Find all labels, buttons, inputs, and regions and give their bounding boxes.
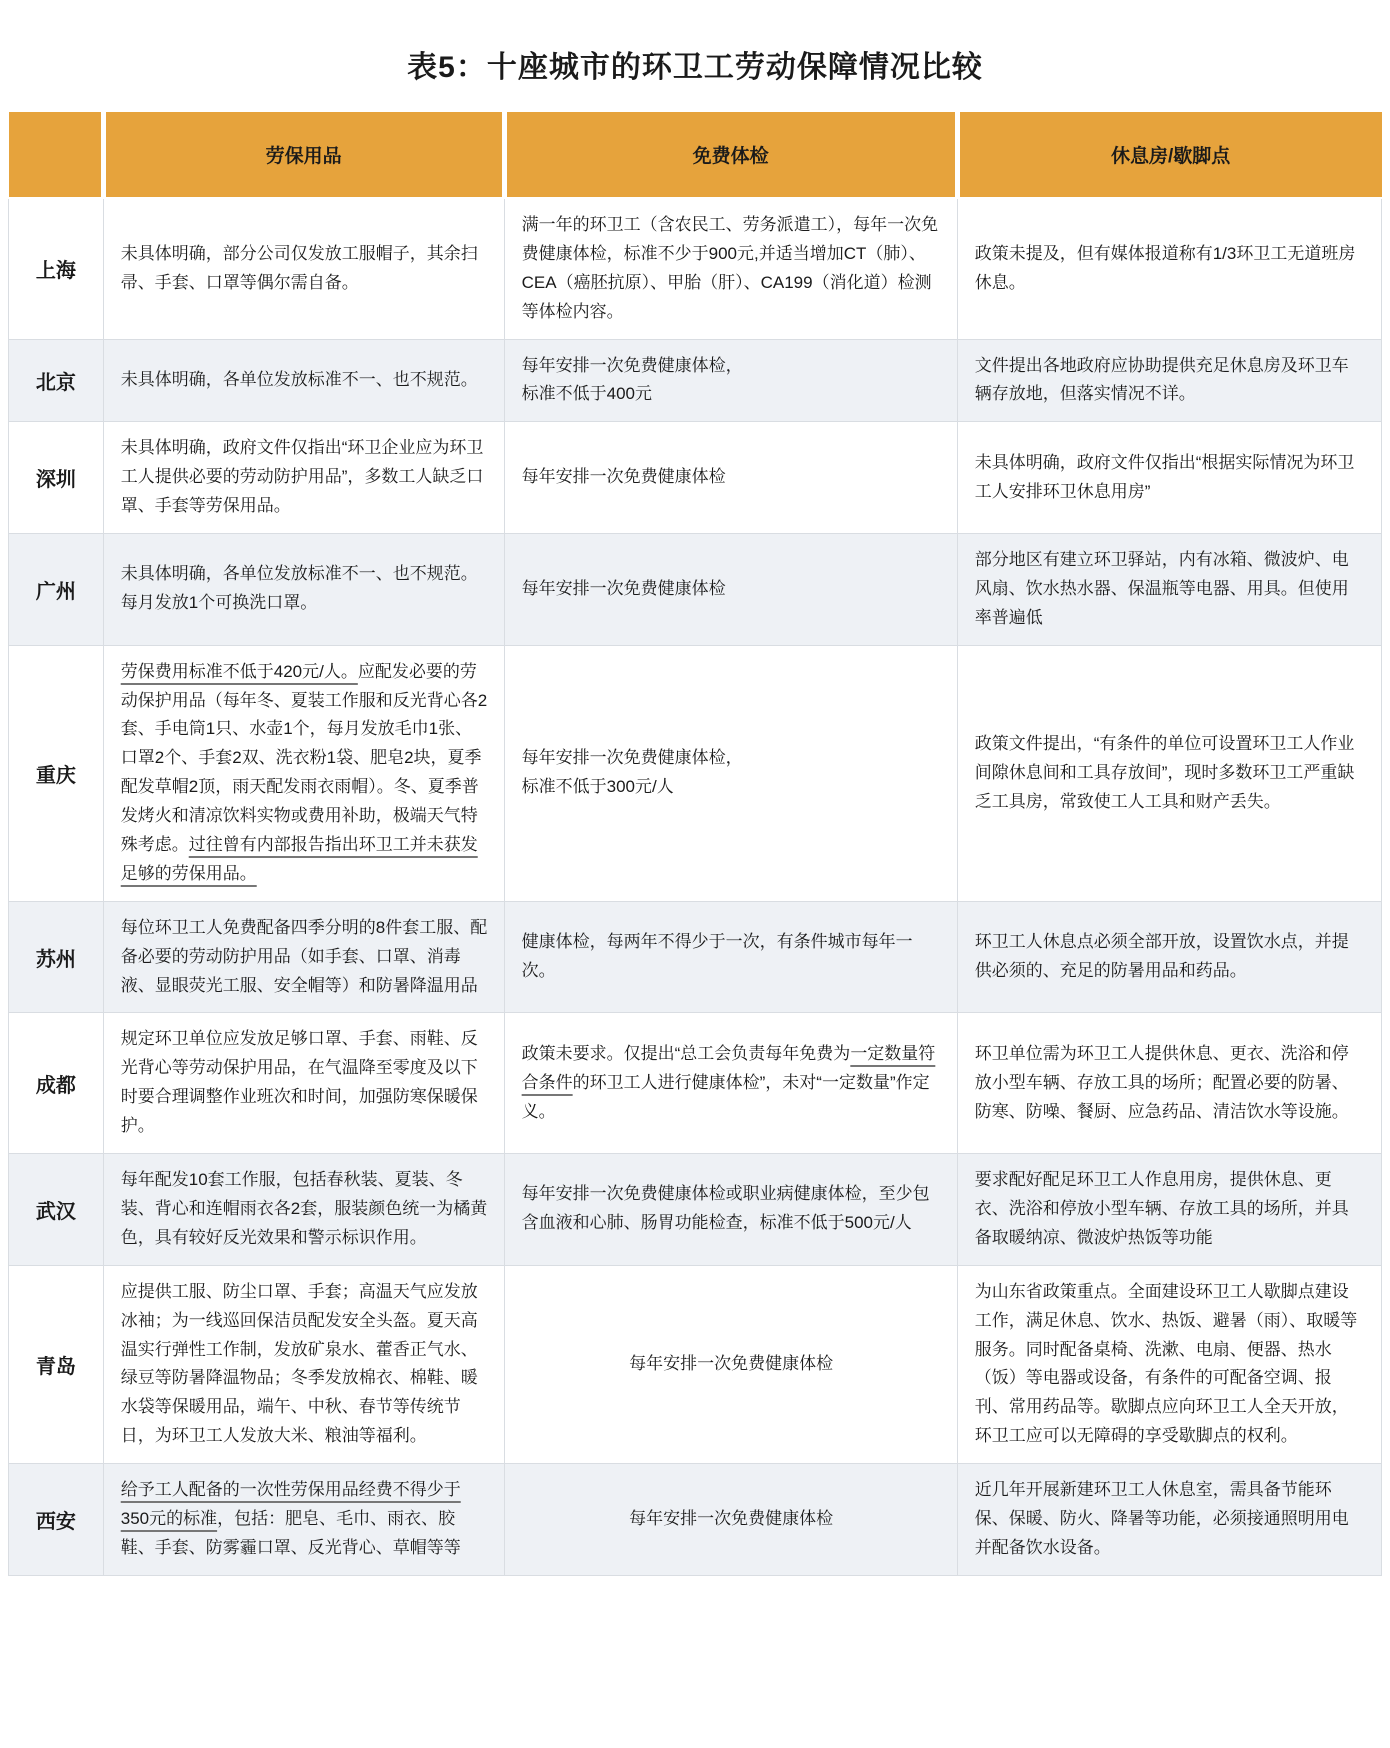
cell-text: 部分地区有建立环卫驿站，内有冰箱、微波炉、电风扇、饮水热水器、保温瓶等电器、用具。但使用率普遍低: [974, 550, 1349, 627]
city-label: 西安: [9, 1464, 104, 1576]
table-row: [9, 198, 1382, 339]
cell-text: 近几年开展新建环卫工人休息室，需具备节能环保、保暖、防火、降暑等功能，必须接通照明用电并配备饮水设备。: [974, 1480, 1349, 1557]
table-cell: [504, 1154, 957, 1266]
table-row: [9, 901, 1382, 1013]
cell-text: 的环卫工人进行健康体检”，未对“一定数量”作定义。: [521, 1072, 930, 1121]
cell-text: ，包括：肥皂、毛巾、雨衣、胶鞋、手套、防雾霾口罩、反光背心、草帽等等: [120, 1508, 461, 1557]
cell-text: 未具体明确，政府文件仅指出“环卫企业应为环卫工人提供必要的劳动防护用品”，多数工人缺乏口罩、手套等劳保用品。: [120, 438, 484, 516]
table-cell: [504, 1265, 957, 1463]
table-cell: [103, 1265, 504, 1463]
table-cell: [504, 1013, 957, 1154]
table-cell: [504, 901, 957, 1013]
header-labor-supplies: 劳保用品: [103, 112, 504, 198]
cell-text: 未具体明确，各单位发放标准不一、也不规范。: [120, 370, 478, 389]
city-label: 青岛: [9, 1265, 104, 1463]
table-cell: [957, 1154, 1381, 1266]
cell-text: 政策文件提出，“有条件的单位可设置环卫工人作业间隙休息间和工具存放间”，现时多数环卫工严重缺乏工具房，常致使工人工具和财产丢失。: [974, 733, 1355, 811]
header-rest-room: 休息房/歇脚点: [957, 112, 1381, 198]
cell-text: 应配发必要的劳动保护用品（每年冬、夏装工作服和反光背心各2套、手电筒1只、水壶1个，每月发放毛巾1张、口罩2个、手套2双、洗衣粉1袋、肥皂2块，夏季配发草帽2顶，雨天配发雨衣雨帽）。冬、夏季普发烤火和清凉饮料实物或费用补助，极端天气特殊考虑。: [120, 661, 488, 855]
table-row: [9, 1154, 1382, 1266]
city-label: 苏州: [9, 901, 104, 1013]
table-cell: [504, 198, 957, 339]
table-cell: [957, 645, 1381, 901]
comparison-table: [8, 112, 1382, 1576]
table-cell: [957, 339, 1381, 422]
city-label: 武汉: [9, 1154, 104, 1266]
table-cell: [103, 339, 504, 422]
table-row: [9, 1013, 1382, 1154]
table-row: [9, 534, 1382, 646]
cell-text: 每年安排一次免费健康体检，: [521, 355, 743, 375]
cell-text: 政策未要求。仅提出“总工会负责每年免费为: [521, 1043, 851, 1063]
underlined-text: 过往曾有内部报告指出环卫工并未获发足够的劳保用品。: [120, 835, 478, 883]
cell-text: 要求配好配足环卫工人作息用房，提供休息、更衣、洗浴和停放小型车辆、存放工具的场所，并具备取暖纳凉、微波炉热饭等功能: [974, 1170, 1349, 1247]
city-label: 深圳: [9, 422, 104, 534]
page-title: 表5：十座城市的环卫工劳动保障情况比较: [407, 51, 983, 84]
table-cell: [957, 534, 1381, 646]
cell-text: 未具体明确，部分公司仅发放工服帽子，其余扫帚、手套、口罩等偶尔需自备。: [120, 243, 478, 292]
table-cell: [103, 901, 504, 1013]
cell-text: 未具体明确，各单位发放标准不一、也不规范。每月发放1个可换洗口罩。: [120, 564, 478, 613]
cell-text: 每位环卫工人免费配备四季分明的8件套工服、配备必要的劳动防护用品（如手套、口罩、消毒液、显眼荧光工服、安全帽等）和防暑降温用品: [120, 917, 488, 995]
table-cell: [103, 422, 504, 534]
table-cell: [957, 1464, 1381, 1576]
table-body: [9, 198, 1382, 1575]
cell-text: 每年安排一次免费健康体检: [629, 1508, 834, 1528]
header-free-checkup: 免费体检: [504, 112, 957, 198]
cell-text: 标准不低于400元: [521, 384, 653, 404]
table-cell: [103, 1013, 504, 1154]
table-cell: [504, 1464, 957, 1576]
table-cell: [103, 1154, 504, 1266]
underlined-text: 一定数量符合条件: [521, 1043, 936, 1092]
table-cell: [504, 645, 957, 901]
table-cell: [957, 422, 1381, 534]
city-label: 北京: [9, 339, 104, 422]
header-row: [9, 112, 1382, 198]
table-row: [9, 339, 1382, 422]
city-label: 重庆: [9, 645, 104, 901]
cell-text: 应提供工服、防尘口罩、手套；高温天气应发放冰袖；为一线巡回保洁员配发安全头盔。夏天高温实行弹性工作制，发放矿泉水、藿香正气水、绿豆等防暑降温物品；冬季发放棉衣、棉鞋、暖水袋等保暖用品，端午、中秋、春节等传统节日，为环卫工人发放大米、粮油等福利。: [120, 1281, 478, 1446]
cell-text: 每年安排一次免费健康体检，: [521, 748, 743, 768]
cell-text: 为山东省政策重点。全面建设环卫工人歇脚点建设工作，满足休息、饮水、热饭、避暑（雨）、取暖等服务。同时配备桌椅、洗漱、电扇、便器、热水（饭）等电器或设备，有条件的可配备空调、报刊、常用药品等。歇脚点应向环卫工人全天开放，环卫工应可以无障碍的享受歇脚点的权利。: [974, 1281, 1358, 1446]
table-row: [9, 1265, 1382, 1463]
table-cell: [103, 198, 504, 339]
table-cell: [504, 339, 957, 422]
cell-text: 环卫工人休息点必须全部开放，设置饮水点，并提供必须的、充足的防暑用品和药品。: [974, 932, 1349, 981]
table-cell: [957, 1265, 1381, 1463]
table-cell: [957, 198, 1381, 339]
cell-text: 健康体检，每两年不得少于一次，有条件城市每年一次。: [521, 932, 913, 981]
table-cell: [103, 534, 504, 646]
cell-text: 标准不低于300元/人: [521, 777, 674, 797]
cell-text: 每年安排一次免费健康体检: [521, 578, 726, 598]
cell-text: 每年配发10套工作服，包括春秋装、夏装、冬装、背心和连帽雨衣各2套，服装颜色统一为橘黄色，具有较好反光效果和警示标识作用。: [120, 1170, 488, 1247]
city-label: 上海: [9, 198, 104, 339]
cell-text: 规定环卫单位应发放足够口罩、手套、雨鞋、反光背心等劳动保护用品，在气温降至零度及以下时要合理调整作业班次和时间，加强防寒保暖保护。: [120, 1029, 478, 1136]
cell-text: 每年安排一次免费健康体检: [629, 1353, 834, 1373]
table-row: [9, 1464, 1382, 1576]
table-cell: [103, 1464, 504, 1576]
city-label: 广州: [9, 534, 104, 646]
header-corner-cell: [9, 112, 104, 198]
table-row: [9, 422, 1382, 534]
cell-text: 未具体明确，政府文件仅指出“根据实际情况为环卫工人安排环卫休息用房”: [974, 452, 1355, 501]
table-cell: [504, 534, 957, 646]
city-label: 成都: [9, 1013, 104, 1154]
table-row: [9, 645, 1382, 901]
cell-text: 环卫单位需为环卫工人提供休息、更衣、洗浴和停放小型车辆、存放工具的场所；配置必要的防暑、防寒、防噪、餐厨、应急药品、清洁饮水等设施。: [974, 1043, 1349, 1121]
table-cell: [957, 1013, 1381, 1154]
cell-text: 政策未提及，但有媒体报道称有1/3环卫工无道班房休息。: [974, 243, 1356, 292]
cell-text: 每年安排一次免费健康体检或职业病健康体检，至少包含血液和心肺、肠胃功能检查，标准不低于500元/人: [521, 1184, 930, 1233]
cell-text: 每年安排一次免费健康体检: [521, 467, 726, 487]
underlined-text: 劳保费用标准不低于420元/人。: [120, 661, 358, 681]
cell-text: 文件提出各地政府应协助提供充足休息房及环卫车辆存放地，但落实情况不详。: [974, 355, 1349, 404]
cell-text: 满一年的环卫工（含农民工、劳务派遣工），每年一次免费健康体检，标准不少于900元,并适当增加CT（肺）、CEA（癌胚抗原）、甲胎（肝）、CA199（消化道）检测等体检内容。: [521, 215, 939, 321]
table-cell: [504, 422, 957, 534]
table-cell: [103, 645, 504, 901]
table-cell: [957, 901, 1381, 1013]
underlined-text: 给予工人配备的一次性劳保用品经费不得少于350元的标准: [120, 1480, 461, 1528]
